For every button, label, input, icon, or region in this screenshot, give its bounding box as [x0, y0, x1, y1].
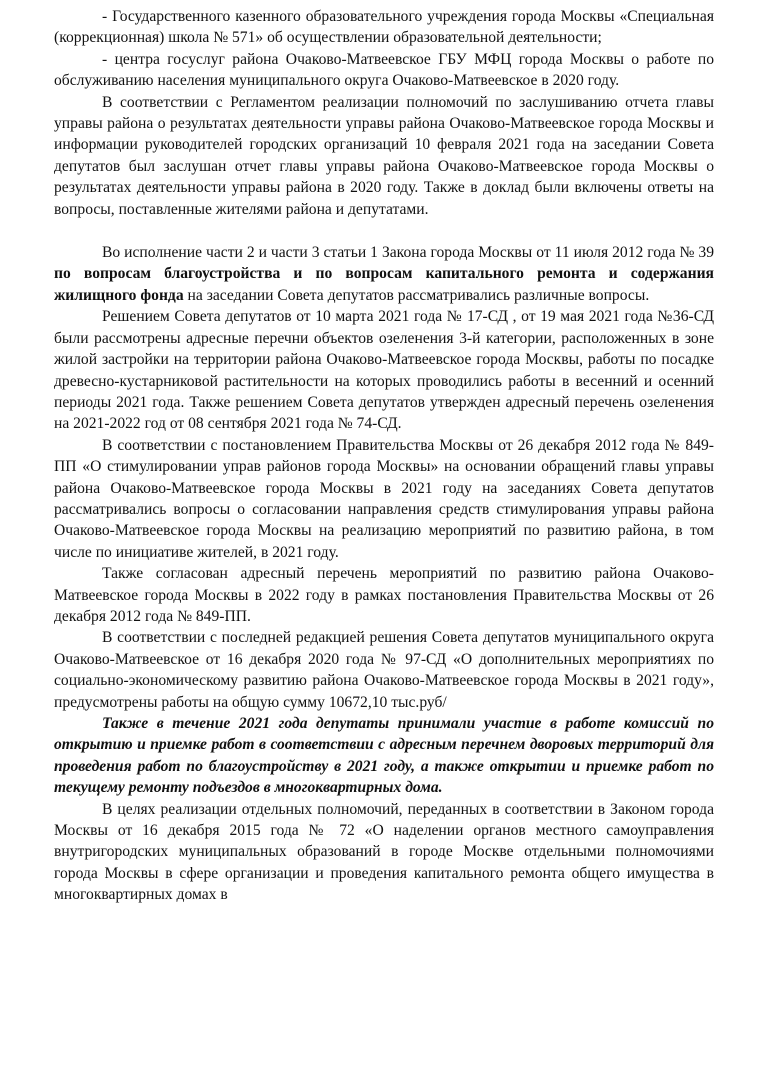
- paragraph-text: на заседании Совета депутатов рассматривались различные вопросы.: [183, 286, 650, 304]
- document-page: [54, 6, 714, 906]
- emphasized-text: Также в течение 2021 года депутаты принимали участие в работе комиссий по открытию и приемке работ в соответствии с адресным перечнем дворовых территорий для проведения работ по благоустройству в 2021 году, а также открытии и приемке работ по текущему ремонту подъездов в многоквартирных дома.: [54, 715, 714, 797]
- paragraph-text: - центра госуслуг района Очаково-Матвеевское ГБУ МФЦ города Москвы о работе по обслуживанию населения муниципального округа Очаково-Матвеевское в 2020 году.: [54, 50, 714, 90]
- paragraph-text: Также согласован адресный перечень мероприятий по развитию района Очаково-Матвеевское города Москвы в 2022 году в рамках постановления Правительства Москвы от 26 декабря 2012 года № 849-ПП.: [54, 565, 714, 625]
- paragraph-text: Во исполнение части 2 и части 3 статьи 1 Закона города Москвы от 11 июля 2012 года № 39: [102, 244, 714, 262]
- paragraph: [54, 713, 714, 799]
- paragraph-text: В соответствии с постановлением Правительства Москвы от 26 декабря 2012 года № 849-ПП «О стимулировании управ районов города Москвы» на основании обращений главы управы района Очаково-Матвеевское города Москвы в 2021 году на заседаниях Совета депутатов рассматривались вопросы о согласовании направления средств стимулирования управы района Очаково-Матвеевское города Москвы на реализацию мероприятий по развитию района, в том числе по инициативе жителей, в 2021 году.: [54, 436, 714, 561]
- paragraph: [54, 799, 714, 906]
- paragraph-text: В соответствии с Регламентом реализации полномочий по заслушиванию отчета главы управы района о результатах деятельности управы района Очаково-Матвеевское города Москвы и информации руководителей городских организаций 10 февраля 2021 года на заседании Совета депутатов был заслушан отчет главы управы района Очаково-Матвеевское города Москвы о результатах деятельности управы района в 2020 году. Также в доклад были включены ответы на вопросы, поставленные жителями района и депутатами.: [54, 93, 714, 218]
- paragraph: [54, 627, 714, 713]
- paragraph: [54, 563, 714, 627]
- paragraph-text: - Государственного казенного образовательного учреждения города Москвы «Специальная (коррекционная) школа № 571» об осуществлении образовательной деятельности;: [54, 8, 714, 47]
- paragraph-text: Решением Совета депутатов от 10 марта 2021 года № 17-СД , от 19 мая 2021 года №36-СД были рассмотрены адресные перечни объектов озеленения 3-й категории, расположенных в зоне жилой застройки на территории района Очаково-Матвеевское города Москвы, работы по посадке древесно-кустарниковой растительности на которых проводились работы в весенний и осенний периоды 2021 года. Также решением Совета депутатов утвержден адресный перечень озеленения на 2021-2022 год от 08 сентября 2021 года № 74-СД.: [54, 308, 714, 433]
- paragraph: [54, 49, 714, 92]
- emphasized-text: по вопросам благоустройства и по вопросам капитального ремонта и содержания жилищного фонда: [54, 265, 714, 304]
- paragraph: [54, 435, 714, 563]
- paragraph: [54, 306, 714, 434]
- paragraph-text: В целях реализации отдельных полномочий, переданных в соответствии в Законом города Москвы от 16 декабря 2015 года № 72 «О наделении органов местного самоуправления внутригородских муниципальных образований в городе Москве отдельными полномочиями города Москвы в сфере организации и проведения капитального ремонта общего имущества в многоквартирных домах в: [54, 800, 714, 904]
- paragraph-text: В соответствии с последней редакцией решения Совета депутатов муниципального округа Очаково-Матвеевское от 16 декабря 2020 года № 97-СД «О дополнительных мероприятиях по социально-экономическому развитию района Очаково-Матвеевское города Москвы в 2021 году», предусмотрены работы на общую сумму 10672,10 тыс.руб/: [54, 629, 714, 711]
- paragraph: [54, 6, 714, 49]
- paragraph: [54, 242, 714, 306]
- paragraph: [54, 92, 714, 220]
